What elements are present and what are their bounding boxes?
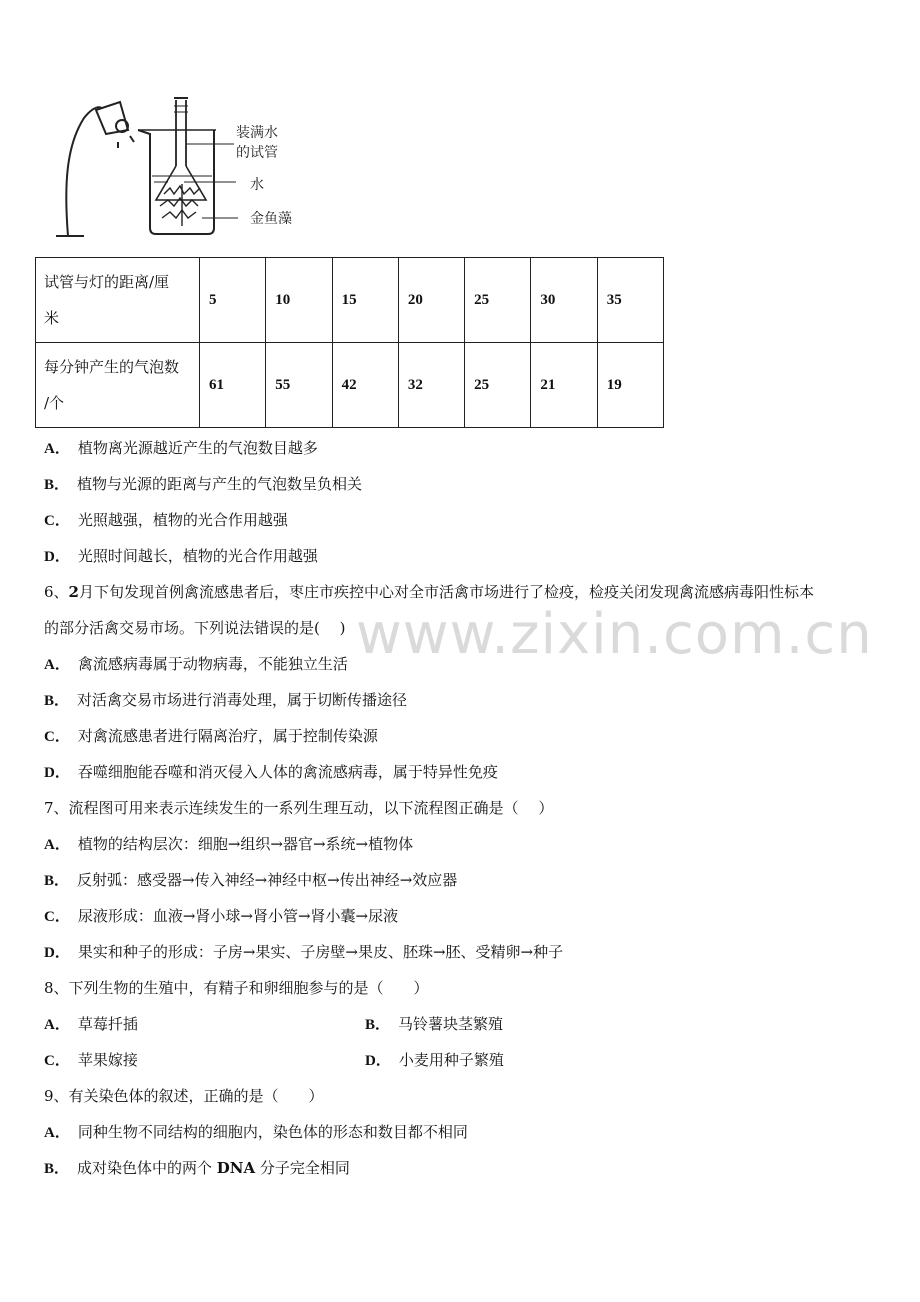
- label-tube-line2: 的试管: [236, 145, 278, 161]
- q7-option-d: [44, 942, 563, 963]
- option-text: 光照时间越长，植物的光合作用越强: [77, 547, 318, 565]
- header-text: 每分钟产生的气泡数: [44, 358, 180, 376]
- table-cell: 21: [531, 343, 597, 428]
- question-text: 月下旬发现首例禽流感患者后，枣庄市疾控中心对全市活禽市场进行了检疫，检疫关闭发现禽流感病毒阳性标本: [78, 583, 814, 601]
- q9-stem: 9、有关染色体的叙述，正确的是（ ）: [44, 1087, 324, 1105]
- option-text: 对禽流感患者进行隔离治疗，属于控制传染源: [77, 727, 378, 745]
- table-cell: 30: [531, 258, 597, 343]
- option-text: 分子完全相同: [255, 1159, 350, 1177]
- header-text: 米: [44, 309, 60, 327]
- option-letter: A．: [44, 1017, 70, 1033]
- option-text: 果实和种子的形成：子房→果实、子房壁→果皮、胚珠→胚、受精卵→种子: [77, 943, 564, 961]
- label-tube-line1: 装满水: [236, 125, 278, 141]
- option-text: 苹果嫁接: [77, 1051, 138, 1069]
- option-text: 反射弧：感受器→传入神经→神经中枢→传出神经→效应器: [77, 871, 458, 889]
- option-letter: A．: [44, 657, 70, 673]
- option-letter: A．: [44, 837, 70, 853]
- table-cell: 19: [597, 343, 663, 428]
- option-letter: B．: [44, 1161, 70, 1177]
- option-text: 植物与光源的距离与产生的气泡数呈负相关: [77, 475, 363, 493]
- q9-option-b: [44, 1158, 350, 1179]
- q7-option-a: [44, 834, 413, 855]
- data-table: [35, 257, 664, 428]
- option-text: 成对染色体中的两个: [77, 1159, 217, 1177]
- header-text: /个: [44, 394, 65, 412]
- option-text: 尿液形成：血液→肾小球→肾小管→肾小囊→尿液: [77, 907, 399, 925]
- option-letter: C．: [44, 909, 70, 925]
- q8-option-b: [365, 1014, 503, 1035]
- option-letter: C．: [44, 729, 70, 745]
- option-letter: B．: [44, 693, 70, 709]
- table-cell: 5: [200, 258, 266, 343]
- table-row: [36, 258, 664, 343]
- q7-option-b: [44, 870, 457, 891]
- option-text: 吞噬细胞能吞噬和消灭侵入人体的禽流感病毒，属于特异性免疫: [77, 763, 498, 781]
- option-letter: B．: [44, 873, 70, 889]
- option-text: 对活禽交易市场进行消毒处理，属于切断传播途径: [77, 691, 408, 709]
- option-text: 小麦用种子繁殖: [398, 1051, 504, 1069]
- table-cell: 25: [465, 258, 531, 343]
- q8-option-a: [44, 1014, 138, 1035]
- table-cell: 25: [465, 343, 531, 428]
- q6-stem-line2: 的部分活禽交易市场。下列说法错误的是( ): [44, 619, 346, 637]
- option-text: 植物离光源越近产生的气泡数目越多: [77, 439, 318, 457]
- option-letter: D．: [44, 945, 70, 961]
- table-cell: 15: [332, 258, 398, 343]
- table-cell: 32: [398, 343, 464, 428]
- option-text-bold: DNA: [216, 1159, 256, 1177]
- table-cell: 42: [332, 343, 398, 428]
- row-header-distance: [36, 258, 200, 343]
- option-text: 光照越强，植物的光合作用越强: [77, 511, 288, 529]
- q5-option-a: [44, 438, 318, 459]
- table-cell: 10: [266, 258, 332, 343]
- option-letter: D．: [44, 765, 70, 781]
- row-header-bubbles: [36, 343, 200, 428]
- q6-option-c: [44, 726, 378, 747]
- watermark: www.zixin.com.cn: [356, 602, 873, 667]
- q8-option-c: [44, 1050, 138, 1071]
- q6-option-b: [44, 690, 407, 711]
- question-bold-number: 2: [68, 583, 79, 601]
- option-letter: A．: [44, 441, 70, 457]
- q5-option-d: [44, 546, 318, 567]
- option-letter: D．: [365, 1053, 391, 1069]
- option-letter: D．: [44, 549, 70, 565]
- label-plant: 金鱼藻: [250, 211, 292, 227]
- option-letter: C．: [44, 513, 70, 529]
- table-cell: 61: [200, 343, 266, 428]
- table-cell: 35: [597, 258, 663, 343]
- option-text: 植物的结构层次：细胞→组织→器官→系统→植物体: [77, 835, 414, 853]
- experiment-figure: [56, 96, 316, 246]
- q7-stem: 7、流程图可用来表示连续发生的一系列生理互动，以下流程图正确是（ ）: [44, 799, 554, 817]
- q6-option-a: [44, 654, 348, 675]
- q8-stem: 8、下列生物的生殖中，有精子和卵细胞参与的是（ ）: [44, 979, 429, 997]
- option-letter: B．: [44, 477, 70, 493]
- q9-option-a: [44, 1122, 468, 1143]
- question-number: 6、: [44, 583, 69, 601]
- option-text: 草莓扦插: [77, 1015, 138, 1033]
- header-text: 试管与灯的距离/厘: [44, 273, 170, 291]
- q5-option-c: [44, 510, 288, 531]
- option-letter: C．: [44, 1053, 70, 1069]
- table-row: [36, 343, 664, 428]
- option-text: 马铃薯块茎繁殖: [398, 1015, 504, 1033]
- option-letter: A．: [44, 1125, 70, 1141]
- q5-option-b: [44, 474, 362, 495]
- option-text: 同种生物不同结构的细胞内，染色体的形态和数目都不相同: [77, 1123, 468, 1141]
- table-cell: 20: [398, 258, 464, 343]
- q6-stem-line1: [44, 582, 814, 602]
- label-water: 水: [250, 177, 264, 193]
- q7-option-c: [44, 906, 398, 927]
- q8-option-d: [365, 1050, 504, 1071]
- table-cell: 55: [266, 343, 332, 428]
- option-text: 禽流感病毒属于动物病毒，不能独立生活: [77, 655, 348, 673]
- q6-option-d: [44, 762, 498, 783]
- option-letter: B．: [365, 1017, 391, 1033]
